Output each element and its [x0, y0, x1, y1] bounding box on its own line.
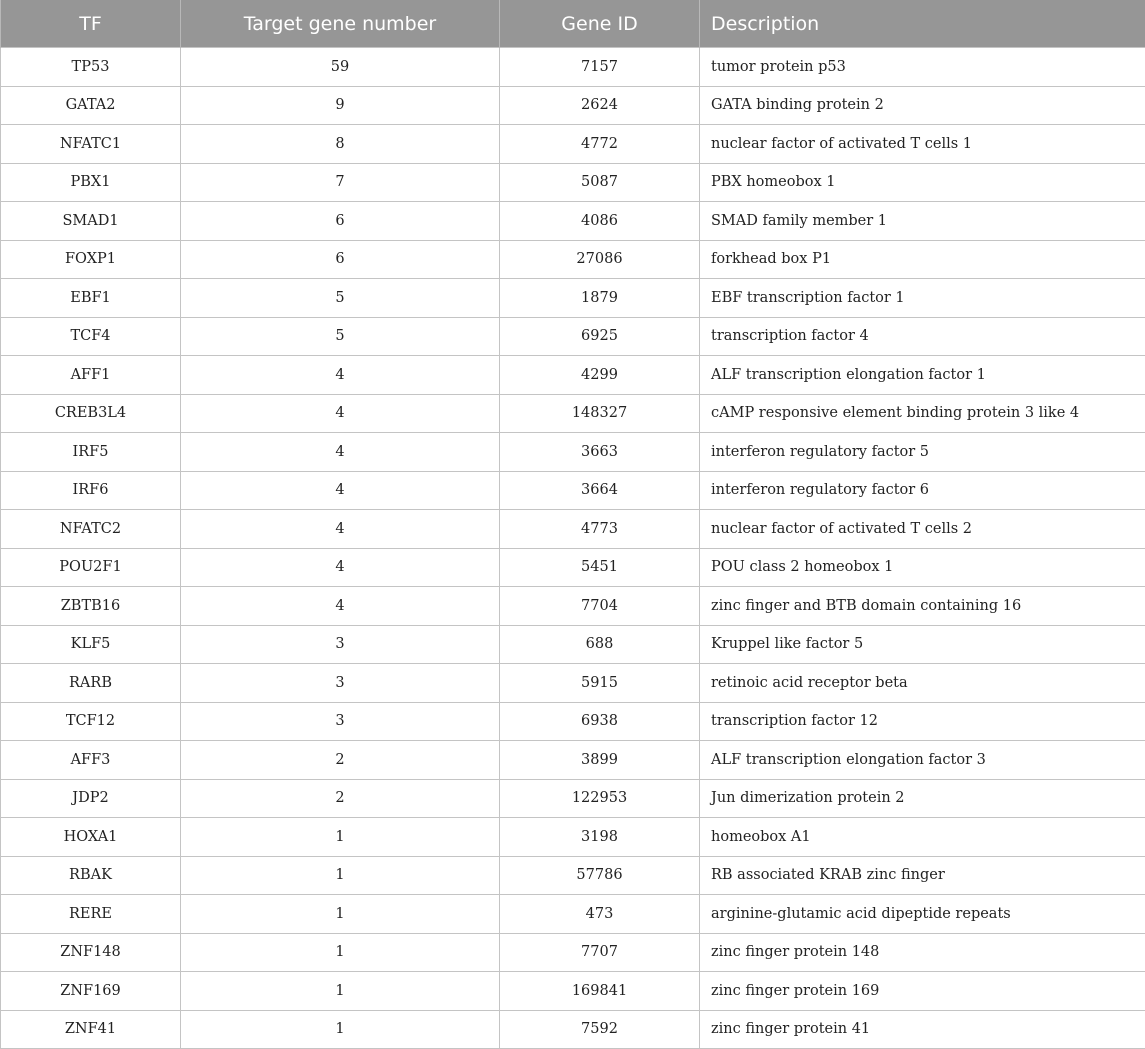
- table-body: [1, 48, 1145, 1049]
- cell-target-gene-number: 5: [181, 317, 500, 356]
- cell-gene-id: 4299: [500, 356, 700, 395]
- cell-gene-id: 4773: [500, 510, 700, 549]
- cell-description: transcription factor 12: [700, 702, 1145, 741]
- cell-gene-id: 2624: [500, 86, 700, 125]
- cell-gene-id: 6925: [500, 317, 700, 356]
- cell-description: tumor protein p53: [700, 48, 1145, 87]
- cell-tf: ZNF169: [1, 972, 181, 1011]
- cell-target-gene-number: 4: [181, 394, 500, 433]
- table-row: [1, 818, 1145, 857]
- cell-description: GATA binding protein 2: [700, 86, 1145, 125]
- cell-target-gene-number: 1: [181, 933, 500, 972]
- cell-tf: NFATC2: [1, 510, 181, 549]
- cell-tf: POU2F1: [1, 548, 181, 587]
- cell-gene-id: 473: [500, 895, 700, 934]
- cell-gene-id: 1879: [500, 279, 700, 318]
- cell-tf: ZBTB16: [1, 587, 181, 626]
- cell-description: PBX homeobox 1: [700, 163, 1145, 202]
- cell-description: homeobox A1: [700, 818, 1145, 857]
- cell-description: ALF transcription elongation factor 1: [700, 356, 1145, 395]
- cell-tf: SMAD1: [1, 202, 181, 241]
- header-row: [1, 0, 1145, 48]
- cell-description: ALF transcription elongation factor 3: [700, 741, 1145, 780]
- cell-tf: PBX1: [1, 163, 181, 202]
- cell-gene-id: 5915: [500, 664, 700, 703]
- cell-tf: IRF6: [1, 471, 181, 510]
- cell-tf: ZNF41: [1, 1010, 181, 1049]
- cell-gene-id: 148327: [500, 394, 700, 433]
- header-description: Description: [700, 0, 1145, 48]
- cell-tf: IRF5: [1, 433, 181, 472]
- table-row: [1, 664, 1145, 703]
- cell-target-gene-number: 4: [181, 433, 500, 472]
- cell-tf: AFF1: [1, 356, 181, 395]
- table-header: [1, 0, 1145, 48]
- table-row: [1, 895, 1145, 934]
- table-row: [1, 471, 1145, 510]
- cell-gene-id: 6938: [500, 702, 700, 741]
- cell-description: interferon regulatory factor 5: [700, 433, 1145, 472]
- cell-tf: ZNF148: [1, 933, 181, 972]
- cell-gene-id: 7707: [500, 933, 700, 972]
- header-gene-id: Gene ID: [500, 0, 700, 48]
- cell-gene-id: 688: [500, 625, 700, 664]
- table-row: [1, 48, 1145, 87]
- cell-target-gene-number: 59: [181, 48, 500, 87]
- header-tf: TF: [1, 0, 181, 48]
- table-row: [1, 741, 1145, 780]
- cell-description: zinc finger protein 169: [700, 972, 1145, 1011]
- header-target-gene-number: Target gene number: [181, 0, 500, 48]
- table-row: [1, 625, 1145, 664]
- cell-description: arginine-glutamic acid dipeptide repeats: [700, 895, 1145, 934]
- cell-description: zinc finger and BTB domain containing 16: [700, 587, 1145, 626]
- table-row: [1, 86, 1145, 125]
- cell-description: zinc finger protein 148: [700, 933, 1145, 972]
- cell-description: SMAD family member 1: [700, 202, 1145, 241]
- cell-target-gene-number: 3: [181, 664, 500, 703]
- cell-gene-id: 3198: [500, 818, 700, 857]
- cell-description: EBF transcription factor 1: [700, 279, 1145, 318]
- cell-tf: RERE: [1, 895, 181, 934]
- cell-gene-id: 122953: [500, 779, 700, 818]
- cell-gene-id: 3663: [500, 433, 700, 472]
- cell-description: nuclear factor of activated T cells 2: [700, 510, 1145, 549]
- table-row: [1, 779, 1145, 818]
- cell-target-gene-number: 2: [181, 741, 500, 780]
- cell-tf: TP53: [1, 48, 181, 87]
- cell-gene-id: 57786: [500, 856, 700, 895]
- cell-tf: EBF1: [1, 279, 181, 318]
- cell-target-gene-number: 4: [181, 548, 500, 587]
- cell-description: forkhead box P1: [700, 240, 1145, 279]
- cell-description: RB associated KRAB zinc finger: [700, 856, 1145, 895]
- table-row: [1, 317, 1145, 356]
- cell-tf: RBAK: [1, 856, 181, 895]
- table-row: [1, 163, 1145, 202]
- cell-tf: GATA2: [1, 86, 181, 125]
- cell-target-gene-number: 3: [181, 625, 500, 664]
- table-row: [1, 279, 1145, 318]
- table-row: [1, 394, 1145, 433]
- cell-target-gene-number: 1: [181, 856, 500, 895]
- cell-target-gene-number: 1: [181, 972, 500, 1011]
- cell-target-gene-number: 1: [181, 1010, 500, 1049]
- table-row: [1, 856, 1145, 895]
- cell-tf: RARB: [1, 664, 181, 703]
- table-row: [1, 548, 1145, 587]
- cell-gene-id: 7704: [500, 587, 700, 626]
- cell-gene-id: 4086: [500, 202, 700, 241]
- cell-description: Jun dimerization protein 2: [700, 779, 1145, 818]
- cell-description: cAMP responsive element binding protein 3 like 4: [700, 394, 1145, 433]
- cell-tf: TCF12: [1, 702, 181, 741]
- cell-target-gene-number: 3: [181, 702, 500, 741]
- table-row: [1, 587, 1145, 626]
- table-row: [1, 933, 1145, 972]
- cell-target-gene-number: 2: [181, 779, 500, 818]
- cell-gene-id: 5087: [500, 163, 700, 202]
- table-row: [1, 125, 1145, 164]
- cell-target-gene-number: 1: [181, 895, 500, 934]
- table-row: [1, 240, 1145, 279]
- cell-tf: AFF3: [1, 741, 181, 780]
- cell-gene-id: 4772: [500, 125, 700, 164]
- cell-tf: JDP2: [1, 779, 181, 818]
- cell-description: retinoic acid receptor beta: [700, 664, 1145, 703]
- table-row: [1, 702, 1145, 741]
- cell-target-gene-number: 6: [181, 240, 500, 279]
- cell-target-gene-number: 5: [181, 279, 500, 318]
- cell-tf: TCF4: [1, 317, 181, 356]
- cell-gene-id: 3664: [500, 471, 700, 510]
- cell-tf: KLF5: [1, 625, 181, 664]
- cell-tf: NFATC1: [1, 125, 181, 164]
- table-row: [1, 202, 1145, 241]
- cell-description: Kruppel like factor 5: [700, 625, 1145, 664]
- cell-description: interferon regulatory factor 6: [700, 471, 1145, 510]
- cell-target-gene-number: 4: [181, 471, 500, 510]
- cell-target-gene-number: 7: [181, 163, 500, 202]
- cell-gene-id: 3899: [500, 741, 700, 780]
- table-row: [1, 1010, 1145, 1049]
- cell-target-gene-number: 6: [181, 202, 500, 241]
- cell-tf: CREB3L4: [1, 394, 181, 433]
- cell-target-gene-number: 1: [181, 818, 500, 857]
- table-row: [1, 510, 1145, 549]
- cell-target-gene-number: 8: [181, 125, 500, 164]
- cell-gene-id: 169841: [500, 972, 700, 1011]
- cell-target-gene-number: 4: [181, 510, 500, 549]
- cell-gene-id: 7157: [500, 48, 700, 87]
- cell-description: nuclear factor of activated T cells 1: [700, 125, 1145, 164]
- cell-gene-id: 27086: [500, 240, 700, 279]
- cell-description: POU class 2 homeobox 1: [700, 548, 1145, 587]
- table-row: [1, 356, 1145, 395]
- cell-target-gene-number: 4: [181, 587, 500, 626]
- cell-tf: HOXA1: [1, 818, 181, 857]
- table-row: [1, 433, 1145, 472]
- table-row: [1, 972, 1145, 1011]
- cell-description: zinc finger protein 41: [700, 1010, 1145, 1049]
- cell-description: transcription factor 4: [700, 317, 1145, 356]
- cell-target-gene-number: 9: [181, 86, 500, 125]
- cell-gene-id: 5451: [500, 548, 700, 587]
- cell-gene-id: 7592: [500, 1010, 700, 1049]
- cell-target-gene-number: 4: [181, 356, 500, 395]
- cell-tf: FOXP1: [1, 240, 181, 279]
